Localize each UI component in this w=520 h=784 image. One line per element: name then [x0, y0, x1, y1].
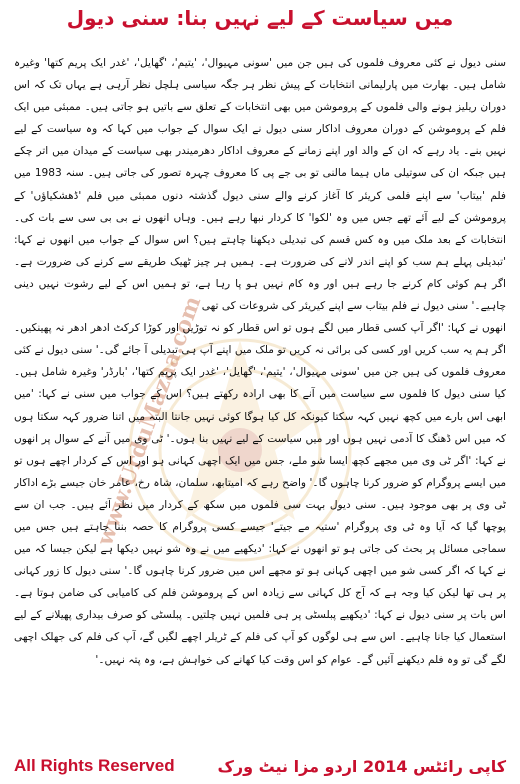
- copyright-footer: [14, 752, 506, 780]
- article-paragraph: انھوں نے کہا: 'اگر آپ کسی قطار میں لگے ہوں تو اس قطار کو نہ توڑیں اور کوڑا کرکٹ ادھر ادھر نہ پھینکیں۔ اگر ہم یہ سب کریں اور کسی کی برائی نہ کریں تو ملک میں اپنے آپ ہی تبدیلی آ جائے گی۔' سنی دیول نے کئی معروف فلموں کی ہیں جن میں 'سونی مہیوال'، 'یتیم'، 'گھایل'، 'غدر ایک پریم کتھا'، 'بارڈر' وغیرہ شامل ہیں۔ کیا سنی دیول کا فلموں سے سیاست میں آنے کا بھی ارادہ رکھتے ہیں؟ اس کے جواب میں سنی نے کہا: 'میں ابھی اس بارے میں کچھ نہیں کہہ سکتا کیونکہ کل کیا ہوگا کوئی نہیں جانتا البتہ میں اتنا ضرور کہہ سکتا ہوں کہ میں اس ڈھنگ کا آدمی نہیں ہوں اور میں سیاست کے لیے نہیں بنا ہوں۔' ٹی وی میں آنے کے سوال پر انھوں نے کہا: 'اگر ٹی وی میں مجھے کچھ ایسا شو ملے، جس میں ایک اچھی کہانی ہو اور اس کے کردار اچھے ہوں تو میں ایسے پروگرام کو ضرور کرنا چاہوں گا۔' واضح رہے کہ امیتابھ، سلمان، شاہ رخ، عامر خان جیسے بڑے اداکار ٹی وی پر بھی موجود ہیں۔ سنی دیول بہت سی فلموں میں سکھ کے کردار میں نظر آئے ہیں۔ جب ان سے پوچھا گیا کہ آیا وہ ٹی وی پروگرام 'ستیہ مے جیتے' جیسے کسی پروگرام کا حصہ بننا چاہتے ہیں جس میں سماجی مسائل پر بحث کی جاتی ہو تو انھوں نے کہا: 'دیکھیے میں نے وہ شو نہیں دیکھا ہے لیکن جیسا کہ میں نے کہا کہ اگر کسی شو میں اچھی کہانی ہو تو مجھے اس میں ضرور کرنا چاہوں گا۔' سنی دیول کا زور کہانی پر ہی تھا لیکن کیا وجہ ہے کہ آج کل کہانی سے زیادہ اس کے پروموشن فلم کی کامیابی کی ضامن ہوتا ہے۔ اس بات پر سنی دیول نے کہا: 'دیکھیے پبلسٹی پر ہی فلمیں نہیں چلتیں۔ پبلسٹی کو صرف بیداری پھیلانے کے لیے استعمال کیا جانا چاہیے۔ اس سے ہی لوگوں کو آپ کی فلم کے ٹریلر اچھے لگیں گے، آپ کی فلم کی جھلک اچھی لگے گی تو وہ فلم دیکھنے آئیں گے۔ عوام کو اس وقت کیا کھانے کی خواہش ہے، وہ پتہ نہیں۔': [14, 322, 506, 666]
- footer-rights-english: All Rights Reserved: [14, 756, 175, 775]
- watermark-url: www.UrduMazaa.com: [92, 292, 207, 549]
- footer-copyright-urdu: کاپی رائٹس 2014 اردو مزا نیٹ ورک: [217, 756, 506, 776]
- article-paragraph: سنی دیول نے کئی معروف فلموں کی ہیں جن میں 'سونی مہیوال'، 'یتیم'، 'گھایل'، 'غدر ایک پریم کتھا' وغیرہ شامل ہیں۔ بھارت میں پارلیمانی انتخابات کے پیش نظر ہر جگہ سیاسی ہلچل نظر آرہی ہے یہاں تک کہ اس دوران ریلیز ہونے والی فلموں کے پروموشن میں بھی انتخابات کے تعلق سے باتیں ہو جاتی ہیں۔ ممبئی میں ایک فلم کے پروموشن کے دوران معروف اداکار سنی دیول نے ایک سوال کے جواب میں کہا کہ وہ سیاست کے لیے نہیں بنے۔ یاد رہے کہ ان کے والد اور اپنے زمانے کے معروف اداکار دھرمیندر بھی سیاست کے میدان میں اتر چکے ہیں جبکہ ان کی سوتیلی ماں ہیما مالنی تو بی جے پی کا معروف چہرہ تصور کی جاتی ہیں۔ سنہ 1983 میں فلم 'بیتاب' سے اپنے فلمی کریئر کا آغاز کرنے والے سنی دیول گذشتہ دنوں ممبئی میں فلم 'ڈھشکیاؤں' کے پروموشن کے لیے آئے تھے جس میں وہ 'لکوا' کا کردار نبھا رہے ہیں۔ وہاں انھوں نے بی بی سی سے بات کی۔ انتخابات کے بعد ملک میں وہ کس قسم کی تبدیلی دیکھنا چاہتے ہیں؟ اس سوال کے جواب میں انھوں نے کہا: 'تبدیلی پہلے ہم سب کو اپنے اندر لانے کی ضرورت ہے۔ ہمیں ہر چیز ٹھیک طریقے سے کرنے کی ضرورت ہے۔ اگر ہم کوئی کام کرنے جا رہے ہیں اور وہ کام نہیں ہو پا رہا ہے، تو ہمیں اس کے لیے رشوت نہیں دینی چاہیے۔' سنی دیول نے فلم بیتاب سے اپنے کیریئر کی شروعات کی تھی: [14, 57, 506, 313]
- article-body: [14, 52, 506, 742]
- article-headline: میں سیاست کے لیے نہیں بنا: سنی دیول: [66, 6, 454, 30]
